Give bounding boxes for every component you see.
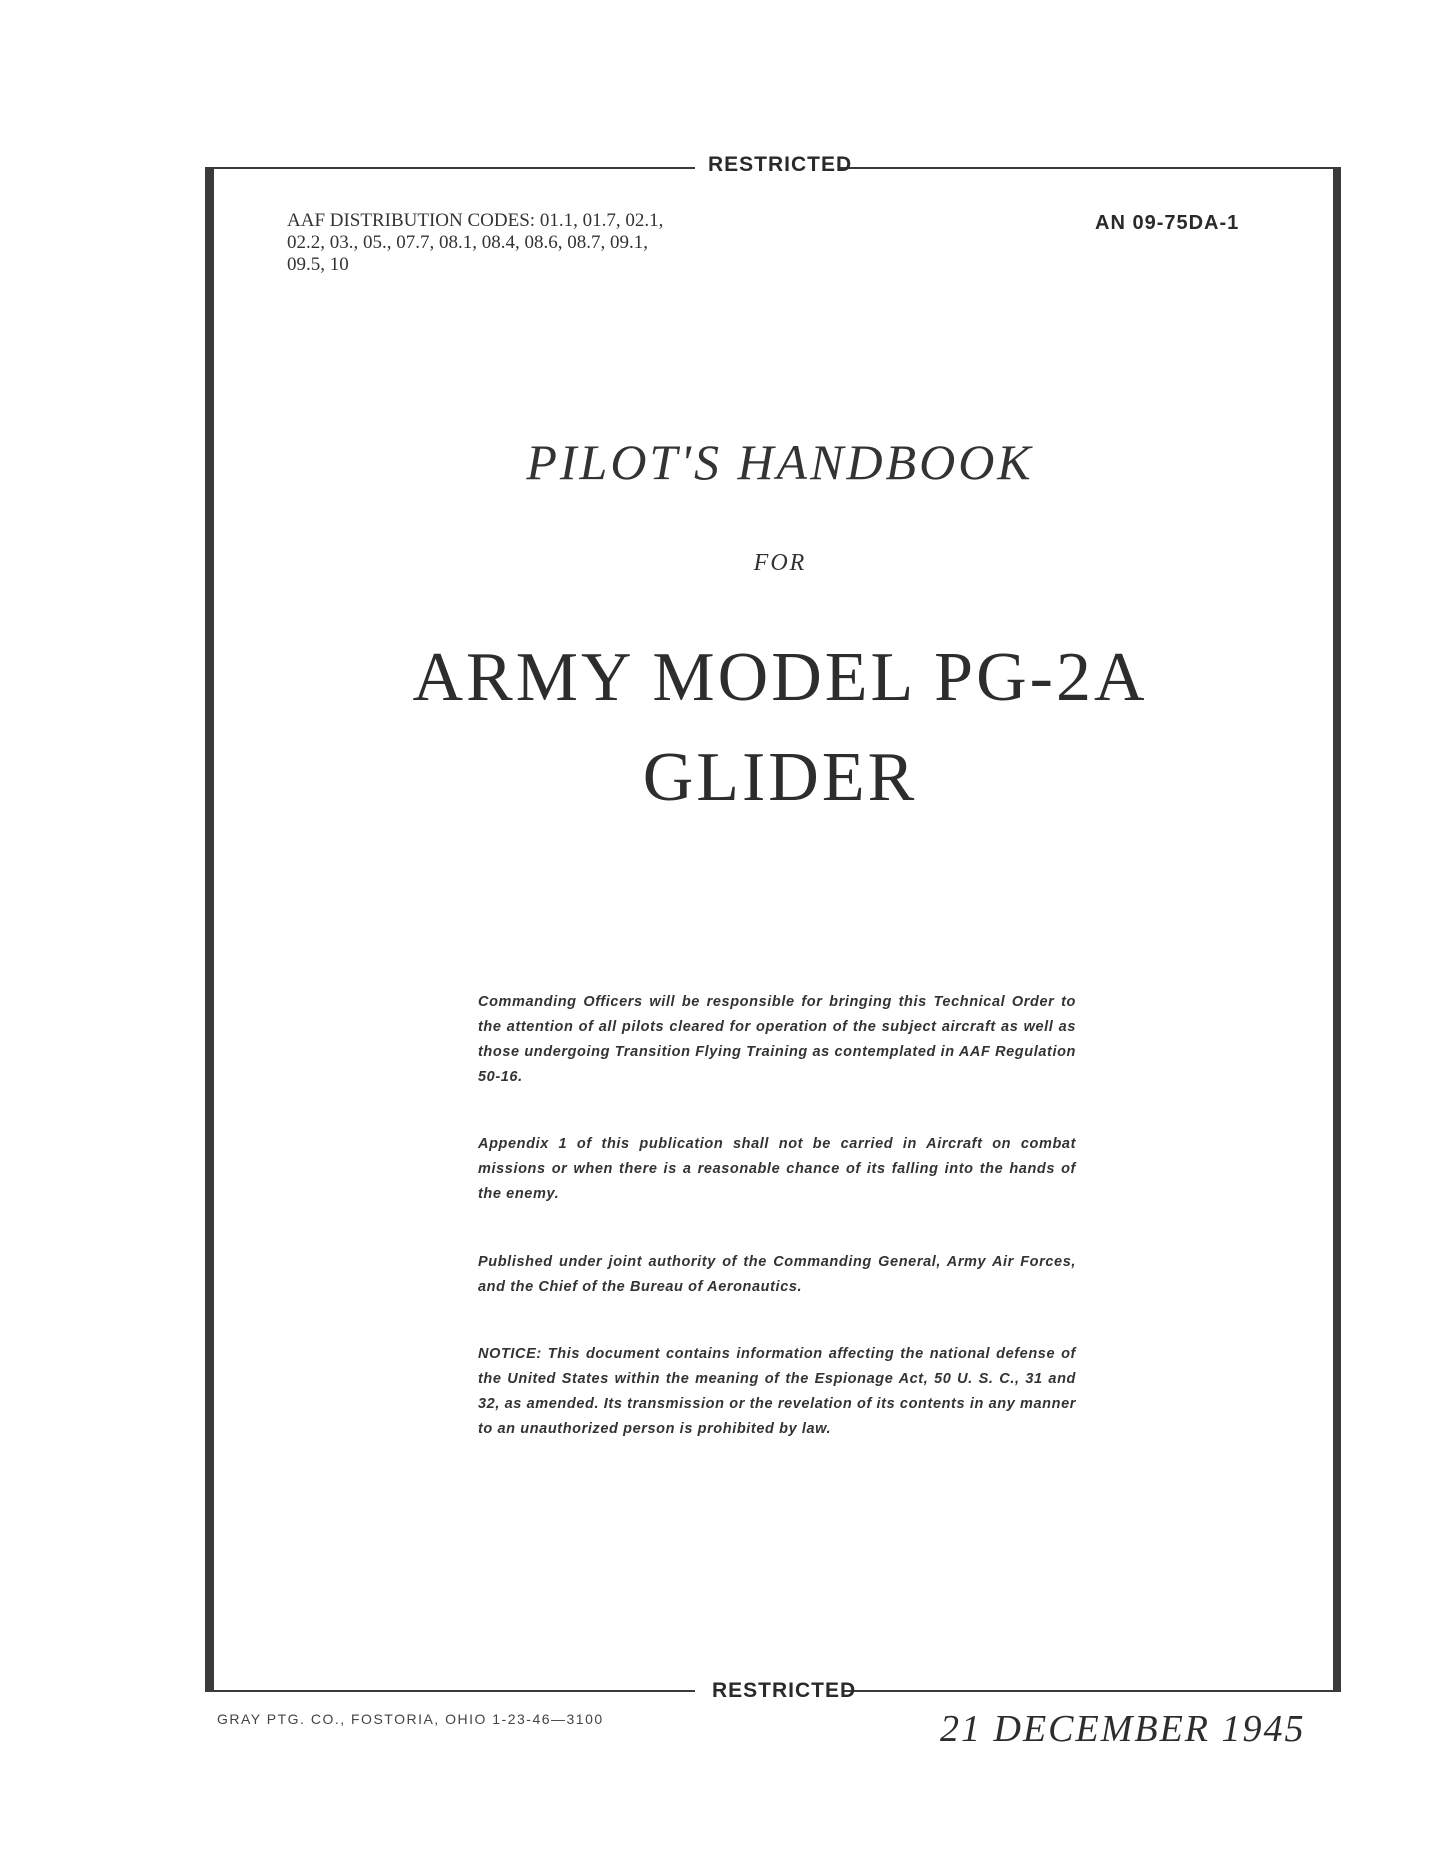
frame-top-rule-right — [838, 167, 1341, 169]
frame-bottom-rule-left — [205, 1690, 695, 1692]
bottom-classification: RESTRICTED — [712, 1679, 857, 1702]
notice-published-authority: Published under joint authority of the Commanding General, Army Air Forces, and the Chief of the Bureau of Aeronautics. — [478, 1254, 1076, 1295]
top-classification: RESTRICTED — [708, 153, 853, 176]
document-number: AN 09-75DA-1 — [1095, 212, 1240, 234]
notice-appendix: Appendix 1 of this publication shall not be carried in Aircraft on combat missions or when there is a reasonable chance of its falling into the hands of the enemy. — [478, 1136, 1076, 1202]
publication-date: 21 DECEMBER 1945 — [940, 1708, 1306, 1750]
frame-top-rule-left — [205, 167, 695, 169]
title-glider: GLIDER — [642, 739, 918, 816]
notice-espionage-act: NOTICE: This document contains information affecting the national defense of the United States within the meaning of the Espionage Act, 50 U. S. C., 31 and 32, as amended. Its transmission or the revelation of its contents in any manner to an unauthorized person is prohibited by law. — [478, 1346, 1076, 1437]
title-pilots-handbook: PILOT'S HANDBOOK — [526, 434, 1034, 490]
frame-right-border — [1333, 167, 1341, 1690]
frame-left-border — [205, 167, 214, 1690]
printer-imprint: GRAY PTG. CO., FOSTORIA, OHIO 1-23-46—3100 — [217, 1711, 604, 1727]
notice-commanding-officers: Commanding Officers will be responsible for bringing this Technical Order to the attention of all pilots cleared for operation of the subject aircraft as well as those undergoing Transition Flying Training as contemplated in AAF Regulation 50-16. — [478, 994, 1076, 1085]
distribution-codes: AAF DISTRIBUTION CODES: 01.1, 01.7, 02.1, 02.2, 03., 05., 07.7, 08.1, 08.4, 08.6, 08.7, 09.1, 09.5, 10 — [287, 210, 664, 275]
title-army-model: ARMY MODEL PG-2A — [412, 639, 1148, 716]
title-for: FOR — [753, 550, 807, 576]
frame-bottom-rule-right — [842, 1690, 1341, 1692]
